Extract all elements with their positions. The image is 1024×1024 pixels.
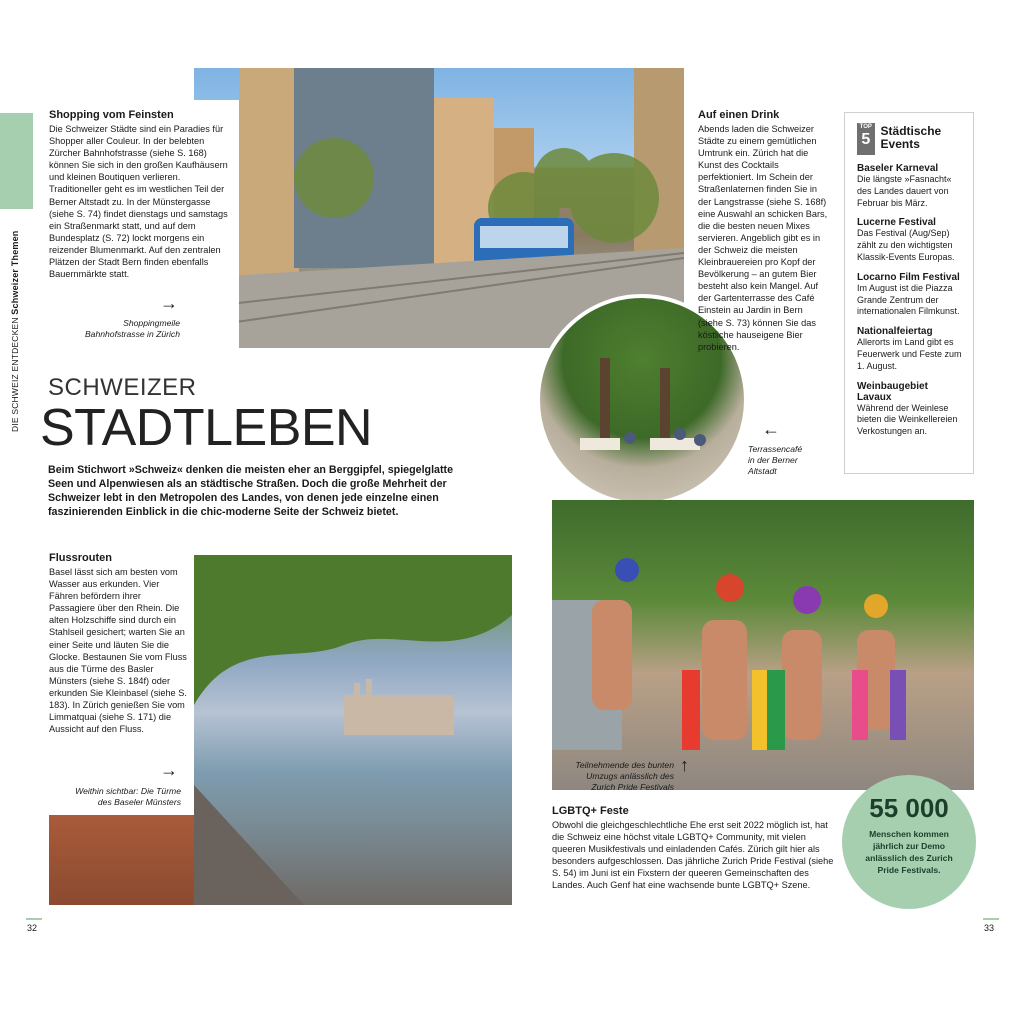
caption-line: Shoppingmeile	[123, 318, 180, 328]
event-text: Das Festival (Aug/Sep) zählt zu den wichtigsten Klassik-Events Europas.	[857, 228, 955, 262]
page-title: STADTLEBEN	[40, 399, 373, 457]
arrow-up-icon: ↑	[680, 755, 689, 775]
badge-top: TOP	[859, 124, 872, 130]
event-item	[857, 326, 963, 372]
pride-caption	[552, 760, 674, 793]
stat-number: 55 000	[869, 793, 949, 823]
caption-line: Umzugs anlässlich des	[586, 771, 674, 781]
top5-badge	[857, 123, 875, 155]
arrow-left-icon: ←	[762, 419, 780, 439]
lgbtq-section	[552, 805, 842, 892]
caption-line: Altstadt	[748, 466, 777, 476]
event-item	[857, 163, 963, 209]
caption-line: in der Berner	[748, 455, 798, 465]
fluss-heading: Flussrouten	[49, 552, 112, 564]
event-text: Im August ist die Piazza Grande Zentrum der internationalen Filmkunst.	[857, 282, 960, 317]
shopping-caption	[40, 318, 180, 340]
top5-heading: Städtische Events	[880, 124, 942, 151]
drink-section	[698, 109, 828, 123]
event-item	[857, 217, 963, 263]
caption-line: Weithin sichtbar: Die Türme	[75, 786, 181, 796]
photo-basel-rhein	[194, 555, 512, 905]
page-marker-right	[983, 918, 999, 920]
page-marker-left	[26, 918, 42, 920]
drink-caption	[748, 444, 838, 477]
shopping-section	[49, 109, 231, 280]
lgbtq-heading: LGBTQ+ Feste	[552, 805, 629, 817]
page-number-left: 32	[27, 923, 38, 933]
section-label-prefix: DIE SCHWEIZ ENTDECKEN	[10, 317, 20, 432]
shopping-text: Die Schweizer Städte sind ein Paradies für Shopper aller Couleur. In der belebten Zürcher Bahnhofstrasse (siehe S. 168) können Sie sich in den großen Kaufhäusern und kleinen Boutiquen verlieren. Traditioneller geht es im westlichen Teil der Berner Altstadt zu. In der Münstergasse (siehe S. 74) findet dienstags und samstags ein Straßenmarkt statt, und auf dem Bundesplatz (S. 72) lockt morgens ein reizender Blumenmarkt. Auf den zentralen Plätzen der Stadt Bern finden ebenfalls Bauernmärkte statt.	[49, 124, 228, 280]
section-tab	[0, 113, 33, 209]
caption-line: des Baseler Münsters	[97, 797, 181, 807]
stat-text: Menschen kommen jährlich zur Demo anlässlich des Zurich Pride Festivals.	[865, 829, 953, 875]
caption-line: Zurich Pride Festivals	[591, 782, 674, 792]
fluss-text: Basel lässt sich am besten vom Wasser aus erkunden. Vier Fähren befördern ihrer Passagiere über den Rhein. Die alten Holzschiffe sind durch ein Stahlseil gesichert; warten Sie an einer Seite und läuten Sie die Glocke. Bestaunen Sie vom Fluss aus die Türme des Basler Münsters (siehe S. 184f) oder erkunden Sie Kleinbasel (siehe S. 183). In Zürich genießen Sie vom Limmatquai (siehe S. 171) die Aussicht auf den Fluss.	[49, 567, 187, 735]
badge-num: 5	[861, 131, 871, 148]
section-label-topic: Schweizer Themen	[10, 230, 20, 315]
event-title: Nationalfeiertag	[857, 326, 933, 338]
stat-circle	[842, 775, 976, 909]
event-title: Lucerne Festival	[857, 217, 936, 229]
intro-text: Beim Stichwort »Schweiz« denken die meisten eher an Berggipfel, spiegelglatte Seen und Alpenwiesen als an städtische Straßen. Doch die große Mehrheit der Schweizer lebt in den Metropolen des Landes, von denen jede einzelne einen faszinierenden Einblick in die chic-moderne Seite der Schweiz bietet.	[48, 464, 454, 518]
title-kicker: SCHWEIZER	[48, 374, 197, 401]
caption-line: Bahnhofstrasse in Zürich	[84, 329, 180, 339]
fluss-section	[49, 552, 187, 735]
event-title: Weinbaugebiet Lavaux	[857, 380, 928, 403]
caption-line: Teilnehmende des bunten	[575, 760, 674, 770]
pride-illustration	[552, 500, 974, 790]
event-title: Baseler Karneval	[857, 163, 939, 174]
section-label	[10, 230, 20, 432]
top5-events-box	[844, 112, 974, 474]
basel-illustration	[194, 555, 512, 905]
event-title: Locarno Film Festival	[857, 271, 960, 283]
caption-line: Terrassencafé	[748, 444, 803, 454]
lgbtq-text: Obwohl die gleichgeschlechtliche Ehe erst seit 2022 möglich ist, hat die Schweiz eine höchst vitale LGBTQ+ Community, mit vielen queeren Musikfestivals und einladenden Cafés. Zürich gilt hier als besonders aufgeschlossen. Das jährliche Zurich Pride Festival (siehe S. 54) im Juni ist ein Fixstern der queeren Gemeinschaften des Landes. Auch Genf hat eine wachsende bunte LGBTQ+ Szene.	[552, 820, 834, 891]
event-item	[857, 381, 963, 438]
fluss-caption	[40, 786, 181, 808]
drink-text: Abends laden die Schweizer Städte zu einem gemütlichen Umtrunk ein. Zürich hat die Kunst des Cocktails perfektioniert. Im Schein der Straßenlaternen finden Sie in der Langstrasse (siehe S. 168f) eine Auswahl an schicken Bars, die die besten neuen Mixes servieren. Angeblich gibt es in der Schweiz die meisten Kleinbrauereien pro Kopf der Bevölkerung – an gutem Bier besteht also kein Mangel. Auf der Gartenterrasse des Café Einstein au Jardin in Bern (siehe S. 73) können Sie das köstliche hauseigene Bier probieren.	[698, 124, 828, 352]
top5-header	[857, 123, 963, 155]
arrow-right-icon: →	[160, 760, 178, 780]
photo-basel-bench	[49, 815, 194, 905]
page-number-right: 33	[984, 923, 995, 933]
event-text: Während der Weinlese bieten die Weinkellereien Verkostungen an.	[857, 402, 958, 437]
event-item	[857, 272, 963, 318]
arrow-right-icon: →	[160, 293, 178, 313]
shopping-heading: Shopping vom Feinsten	[49, 109, 174, 121]
photo-zurich-pride	[552, 500, 974, 790]
event-text: Allerorts im Land gibt es Feuerwerk und Feste zum 1. August.	[857, 337, 962, 371]
event-text: Die längste »Fasnacht« des Landes dauert von Februar bis März.	[857, 174, 952, 208]
drink-heading: Auf einen Drink	[698, 109, 780, 121]
